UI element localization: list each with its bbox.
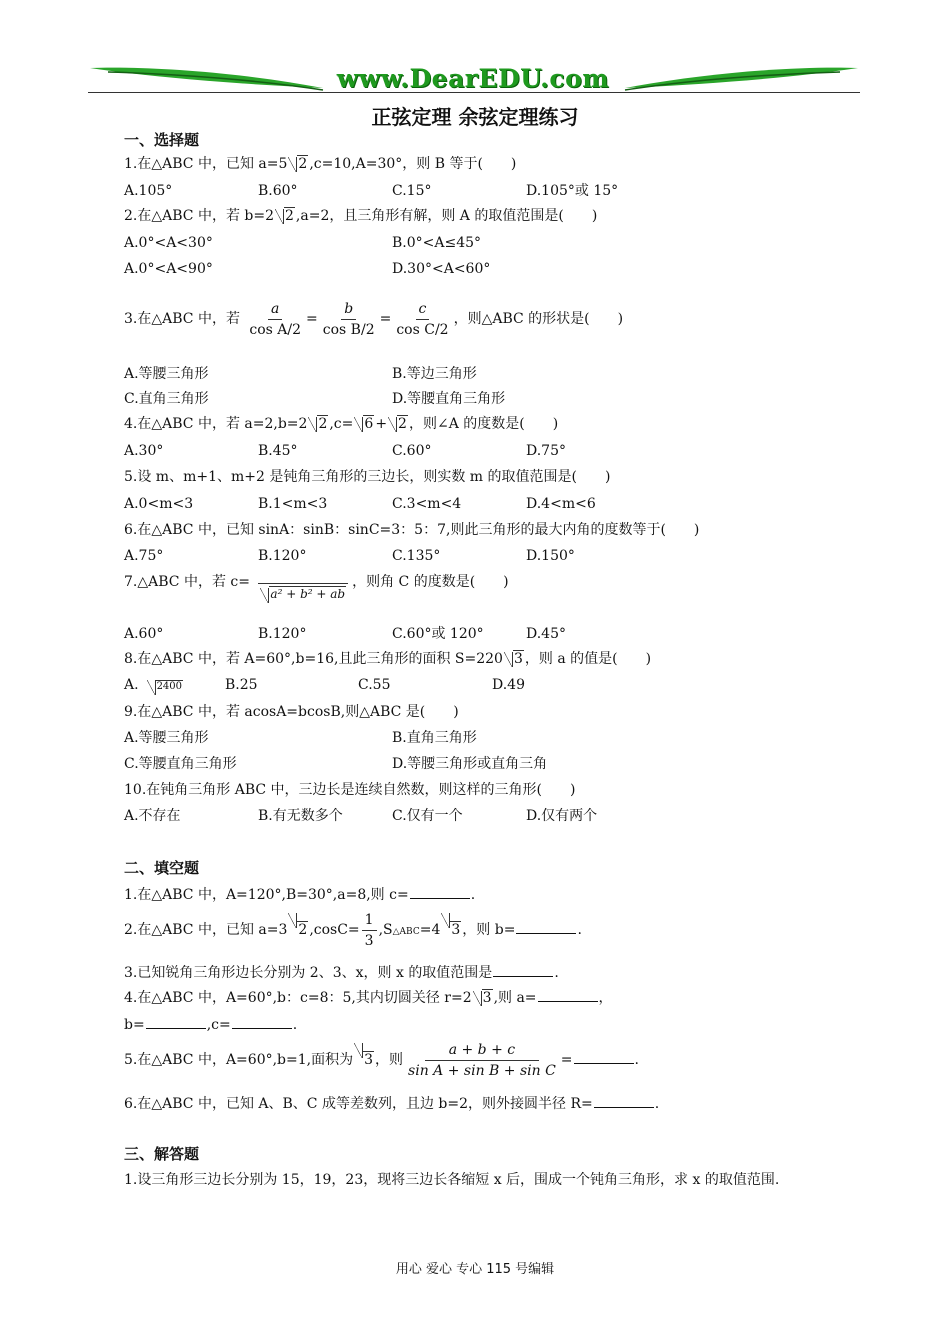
- option-d: D.4<m<6: [526, 496, 596, 512]
- section-heading-answer: 三、解答题: [124, 1145, 200, 1163]
- option-b: B.有无数多个: [258, 808, 343, 824]
- option-c: C.3<m<4: [392, 496, 462, 512]
- question-1: 1.在△ABC 中，已知 a=5 2 ,c=10,A=30°，则 B 等于( ): [124, 156, 517, 172]
- option-a: A.0°<A<30°: [124, 235, 213, 251]
- sqrt-expr: 2: [288, 154, 308, 174]
- answer-blank: [594, 1093, 654, 1108]
- sqrt-expr: 2: [388, 414, 408, 434]
- fill-question-4-line2: b= ,c= .: [124, 1014, 297, 1035]
- page-title: 正弦定理 余弦定理练习: [371, 105, 579, 129]
- answer-blank: [232, 1014, 292, 1029]
- sqrt-expr: 3: [441, 910, 461, 950]
- page-footer: 用心 爱心 专心 115 号编辑: [395, 1262, 555, 1277]
- fraction: $\frac{c}{\text{cos C/2}}$: [396, 300, 449, 338]
- option-b: B.0°<A≤45°: [392, 235, 482, 251]
- option-a: A.75°: [124, 548, 164, 564]
- option-d: D.150°: [526, 548, 575, 564]
- option-c: C.等腰直角三角形: [124, 756, 237, 772]
- section-heading-choice: 一、选择题: [124, 131, 200, 149]
- fraction: a² + b² + ab: [256, 572, 350, 603]
- fill-question-4: 4.在△ABC 中，A=60°,b：c=8：5,其内切圆关径 r=2 3 ,则 a= ，: [124, 987, 613, 1008]
- option-b: B.120°: [258, 626, 307, 642]
- option-b: B.25: [225, 677, 258, 693]
- option-d: D.等腰直角三角形: [392, 391, 506, 407]
- answer-blank: [574, 1049, 634, 1064]
- sqrt-expr: 2400: [147, 677, 183, 697]
- sqrt-expr: 3: [473, 988, 493, 1008]
- option-d: D.30°<A<60°: [392, 261, 491, 277]
- answer-blank: [538, 987, 598, 1002]
- option-b: B.60°: [258, 183, 298, 199]
- fraction: $\frac{a + b + c}{\text{sin A + sin B + sin C}}$: [408, 1041, 556, 1079]
- fill-question-1: 1.在△ABC 中，A=120°,B=30°,a=8,则 c= .: [124, 884, 475, 905]
- option-a: A.105°: [124, 183, 173, 199]
- option-c: C.135°: [392, 548, 441, 564]
- sqrt-expr: 2: [275, 206, 295, 226]
- fill-question-6: 6.在△ABC 中，已知 A、B、C 成等差数列，且边 b=2，则外接圆半径 R= .: [124, 1093, 659, 1114]
- option-a: A.等腰三角形: [124, 366, 209, 382]
- option-b: B.直角三角形: [392, 730, 477, 746]
- option-c: C.60°或 120°: [392, 626, 484, 642]
- option-a: A.0<m<3: [124, 496, 194, 512]
- sqrt-expr: 2: [308, 414, 328, 434]
- site-logo[interactable]: www.DearEDU.com: [336, 64, 610, 93]
- fill-question-2: 2.在△ABC 中，已知 a=3 2 ,cosC= $\frac{1}{3}$ ,S△ABC=4 3 ，则 b= .: [124, 911, 582, 949]
- sqrt-expr: 6: [354, 414, 374, 434]
- fraction: $\frac{1}{3}$: [362, 911, 377, 950]
- option-d: D.75°: [526, 443, 566, 459]
- question-7: 7.△ABC 中，若 c= a² + b² + ab ，则角 C 的度数是( ): [124, 574, 509, 601]
- fill-question-3: 3.已知锐角三角形边长分别为 2、3、x，则 x 的取值范围是 .: [124, 962, 559, 983]
- option-c: C.60°: [392, 443, 432, 459]
- option-d: D.等腰三角形或直角三角: [392, 756, 548, 772]
- question-6: 6.在△ABC 中，已知 sinA：sinB：sinC=3：5：7,则此三角形的最大内角的度数等于( ): [124, 522, 700, 538]
- option-a: A. 2400: [124, 675, 184, 697]
- question-4: 4.在△ABC 中，若 a=2,b=2 2 ,c= 6 + 2 ，则∠A 的度数是( ): [124, 416, 559, 432]
- option-a: A.60°: [124, 626, 164, 642]
- question-8: 8.在△ABC 中，若 A=60°,b=16,且此三角形的面积 S=220 3 ，则 a 的值是( ): [124, 651, 652, 667]
- sqrt-expr: 2: [288, 910, 308, 950]
- fraction: $\frac{b}{\text{cos B/2}}$: [322, 300, 375, 338]
- option-b: B.120°: [258, 548, 307, 564]
- option-d: D.45°: [526, 626, 566, 642]
- section-heading-fill: 二、填空题: [124, 859, 200, 877]
- option-d: D.49: [492, 677, 525, 693]
- sqrt-expr: 3: [504, 649, 524, 669]
- answer-blank: [410, 884, 470, 899]
- answer-blank: [493, 962, 553, 977]
- option-a: A.等腰三角形: [124, 730, 209, 746]
- option-b: B.1<m<3: [258, 496, 328, 512]
- option-d: D.仅有两个: [526, 808, 598, 824]
- option-b: B.45°: [258, 443, 298, 459]
- answer-blank: [516, 919, 576, 934]
- question-9: 9.在△ABC 中，若 acosA=bcosB,则△ABC 是( ): [124, 704, 459, 720]
- option-c: A.0°<A<90°: [124, 261, 213, 277]
- fill-question-5: 5.在△ABC 中，A=60°,b=1,面积为 3 ，则 $\frac{a + b + c}{\text{sin A + sin B + sin C}}$ = .: [124, 1041, 639, 1079]
- answer-question-1: 1.设三角形三边长分别为 15，19，23，现将三边长各缩短 x 后，围成一个钝角三角形，求 x 的取值范围.: [124, 1172, 780, 1188]
- option-c: C.仅有一个: [392, 808, 463, 824]
- question-2: 2.在△ABC 中，若 b=2 2 ,a=2，且三角形有解，则 A 的取值范围是( ): [124, 208, 598, 224]
- answer-blank: [146, 1014, 206, 1029]
- fraction: $\frac{a}{\text{cos A/2}}$: [249, 300, 302, 338]
- option-a: A.不存在: [124, 808, 181, 824]
- option-a: A.30°: [124, 443, 164, 459]
- option-c: C.15°: [392, 183, 432, 199]
- header-rule: [88, 92, 860, 93]
- site-header: [88, 62, 860, 96]
- option-c: C.55: [358, 677, 391, 693]
- option-b: B.等边三角形: [392, 366, 477, 382]
- option-c: C.直角三角形: [124, 391, 209, 407]
- question-10: 10.在钝角三角形 ABC 中，三边长是连续自然数，则这样的三角形( ): [124, 782, 576, 798]
- question-5: 5.设 m、m+1、m+2 是钝角三角形的三边长，则实数 m 的取值范围是( ): [124, 469, 611, 485]
- question-3: 3.在△ABC 中，若 $\frac{a}{\text{cos A/2}}$ = $\frac{b}{\text{cos B/2}}$ = $\frac{c}{\text{cos C/2}}$ ，则△ABC 的形状是( ): [124, 300, 624, 338]
- option-d: D.105°或 15°: [526, 183, 619, 199]
- sqrt-expr: 3: [354, 1040, 374, 1080]
